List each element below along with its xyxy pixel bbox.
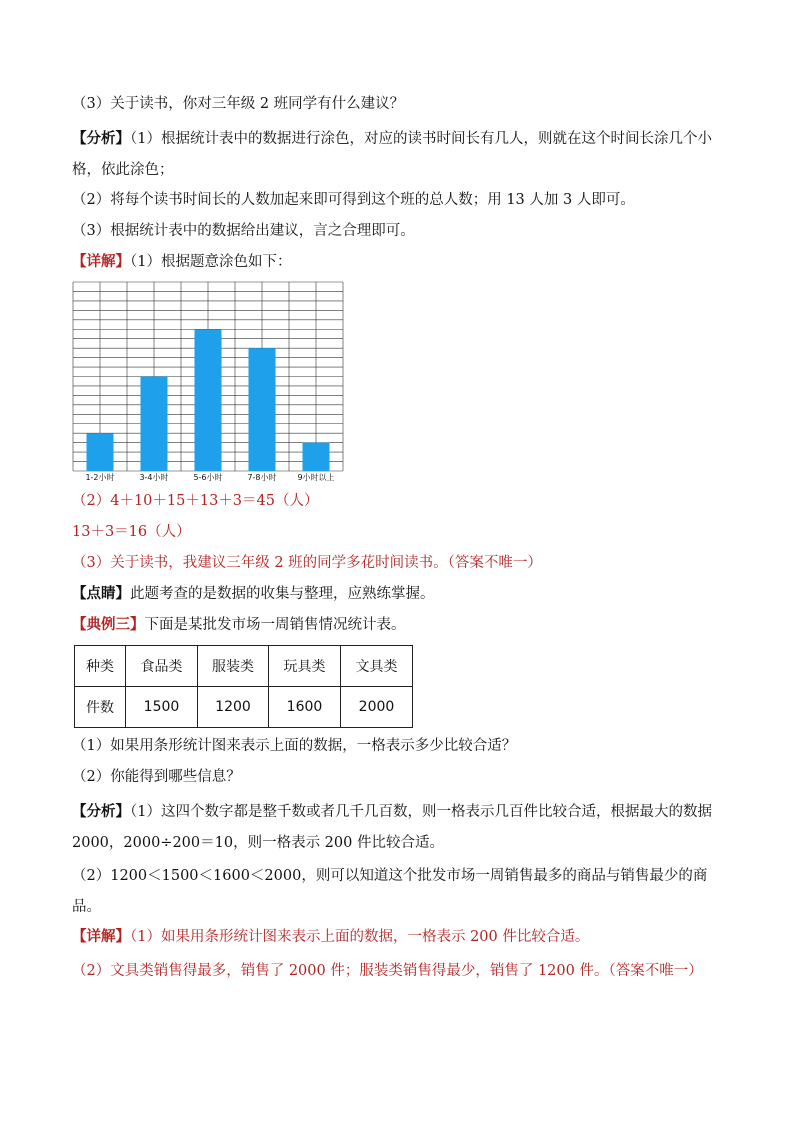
x-tick-label: 5-6小时: [193, 473, 223, 481]
reading-time-chart: [72, 281, 732, 485]
question-3: （3）关于读书，你对三年级 2 班同学有什么建议？: [72, 96, 405, 112]
analysis2-tag: 【分析】: [72, 803, 130, 820]
comment-tag: 【点睛】: [72, 585, 130, 602]
bar-1: [87, 433, 114, 471]
table-cell: 种类: [75, 646, 126, 687]
detail-block: [72, 250, 732, 274]
sales-table: [74, 645, 413, 728]
bar-chart-svg: [72, 281, 362, 481]
table-cell: 文具类: [341, 646, 413, 687]
analysis-2: （2）将每个读书时间长的人数加起来即可得到这个班的总人数；用 13 人加 3 人即可。: [72, 192, 635, 208]
table-cell: 2000: [341, 687, 413, 728]
analysis-block: [72, 123, 732, 186]
detail-2a: （2）4＋10＋15＋13＋3＝45（人）: [72, 493, 319, 509]
table-cell: 1200: [198, 687, 269, 728]
bar-3: [195, 329, 222, 471]
analysis2-block: [72, 796, 732, 859]
table-cell: 件数: [75, 687, 126, 728]
table-cell: 1500: [126, 687, 198, 728]
detail2-2: （2）文具类销售得最多，销售了 2000 件；服装类销售得最少，销售了 1200 件。（答案不唯一）: [72, 963, 703, 979]
detail2-tag: 【详解】: [72, 928, 130, 945]
detail2-1: （1）如果用条形统计图来表示上面的数据，一格表示 200 件比较合适。: [130, 929, 590, 945]
analysis2-1: （1）这四个数字都是整千数或者几千几百数，则一格表示几百件比较合适，根据最大的数据 2000，2000÷200＝10，则一格表示 200 件比较合适。: [72, 804, 712, 851]
comment-block: [72, 582, 732, 606]
table-header-row: [75, 646, 413, 687]
example-q1: （1）如果用条形统计图来表示上面的数据，一格表示多少比较合适？: [72, 738, 517, 754]
table-cell: 服装类: [198, 646, 269, 687]
analysis2-2: （2）1200＜1500＜1600＜2000，则可以知道这个批发市场一周销售最多的商品与销售最少的商品。: [72, 868, 708, 915]
example-tag: 【典例三】: [72, 616, 145, 633]
table-cell: 玩具类: [269, 646, 341, 687]
detail-3: （3）关于读书，我建议三年级 2 班的同学多花时间读书。（答案不唯一）: [72, 555, 542, 571]
x-tick-label: 1-2小时: [85, 473, 115, 481]
table-row: [75, 687, 413, 728]
example-text: 下面是某批发市场一周销售情况统计表。: [144, 617, 406, 633]
detail-2b: 13＋3＝16（人）: [72, 524, 191, 540]
example-q2: （2）你能得到哪些信息？: [72, 769, 241, 785]
x-tick-label: 7-8小时: [247, 473, 277, 481]
analysis-tag: 【分析】: [72, 130, 130, 147]
example-block: [72, 613, 732, 637]
table-cell: 1600: [269, 687, 341, 728]
bar-5: [303, 443, 330, 471]
x-tick-label: 9小时以上: [297, 473, 335, 481]
analysis-3: （3）根据统计表中的数据给出建议，言之合理即可。: [72, 223, 415, 239]
document-content: [72, 92, 732, 989]
bar-4: [249, 348, 276, 471]
detail-tag: 【详解】: [72, 253, 130, 270]
bar-2: [141, 377, 168, 472]
x-tick-label: 3-4小时: [139, 473, 169, 481]
detail-1: （1）根据题意涂色如下：: [130, 254, 292, 270]
table-cell: 食品类: [126, 646, 198, 687]
comment-text: 此题考查的是数据的收集与整理，应熟练掌握。: [130, 586, 435, 602]
analysis-1: （1）根据统计表中的数据进行涂色，对应的读书时间长有几人，则就在这个时间长涂几个小格，依此涂色；: [72, 131, 712, 178]
detail2-block: [72, 925, 732, 949]
